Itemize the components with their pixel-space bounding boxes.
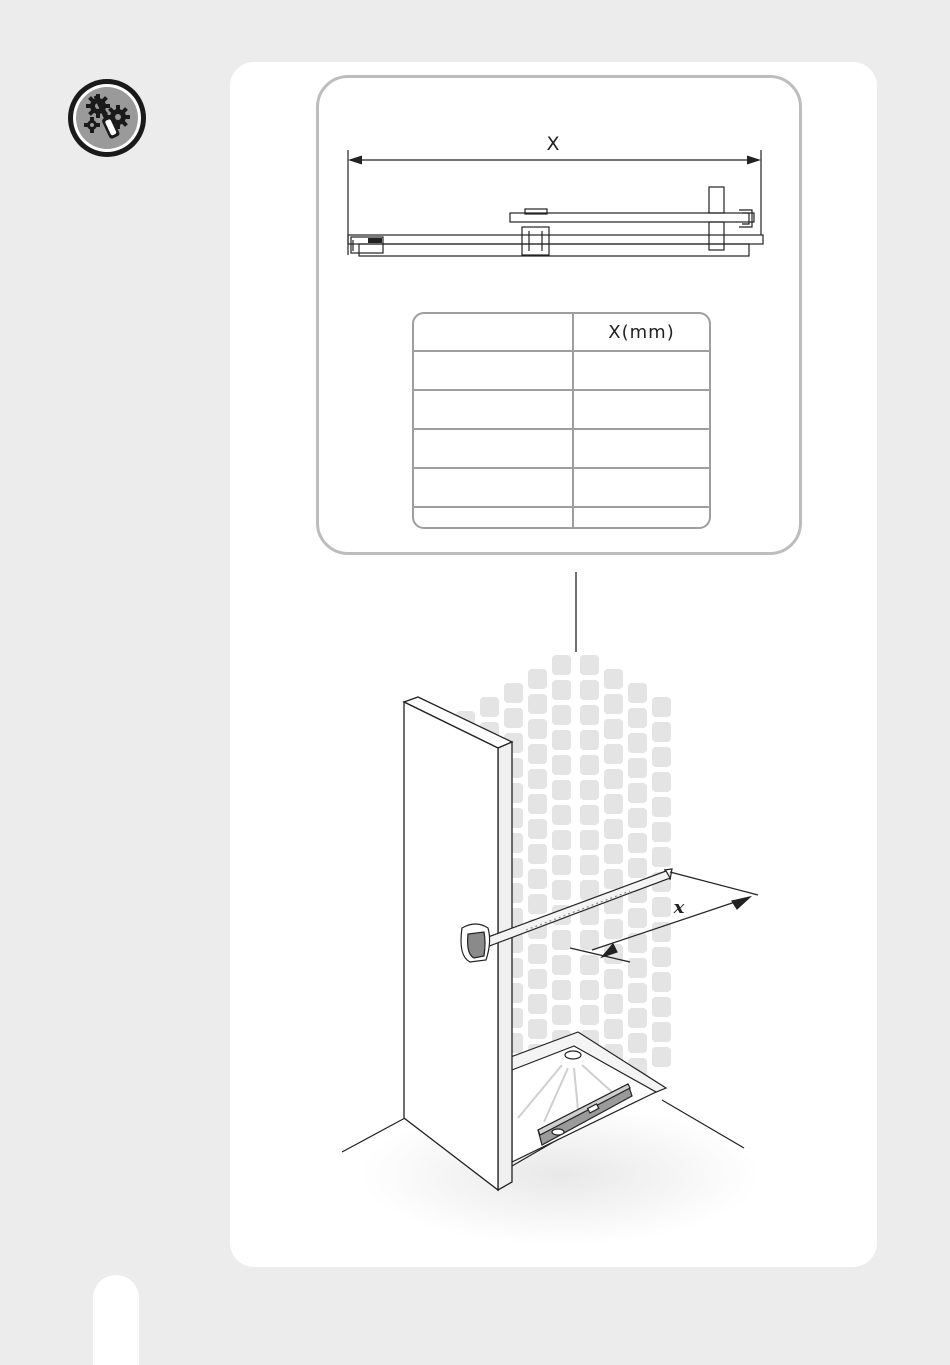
table-row (414, 390, 709, 429)
table-cell (573, 351, 709, 390)
tools-gears-icon (66, 77, 148, 159)
table-row (414, 507, 709, 527)
table-header-cell: X(mm) (573, 314, 709, 351)
width-dimension-label: X (546, 133, 560, 155)
table-row (414, 351, 709, 390)
table-cell (573, 390, 709, 429)
measure-dimension-label: x (673, 897, 685, 918)
table-cell (414, 390, 573, 429)
top-view-plan-drawing (316, 75, 802, 275)
table-header-cell (414, 314, 573, 351)
table-header-row (414, 314, 709, 351)
table-cell (573, 507, 709, 527)
page-tab (93, 1275, 139, 1365)
table-cell (573, 468, 709, 507)
table-row (414, 468, 709, 507)
shower-installation-illustration (330, 570, 770, 1260)
table-cell (414, 429, 573, 468)
table-cell (414, 507, 573, 527)
table-cell (414, 468, 573, 507)
table-cell (414, 351, 573, 390)
table-row (414, 429, 709, 468)
table-cell (573, 429, 709, 468)
size-table (412, 312, 711, 529)
